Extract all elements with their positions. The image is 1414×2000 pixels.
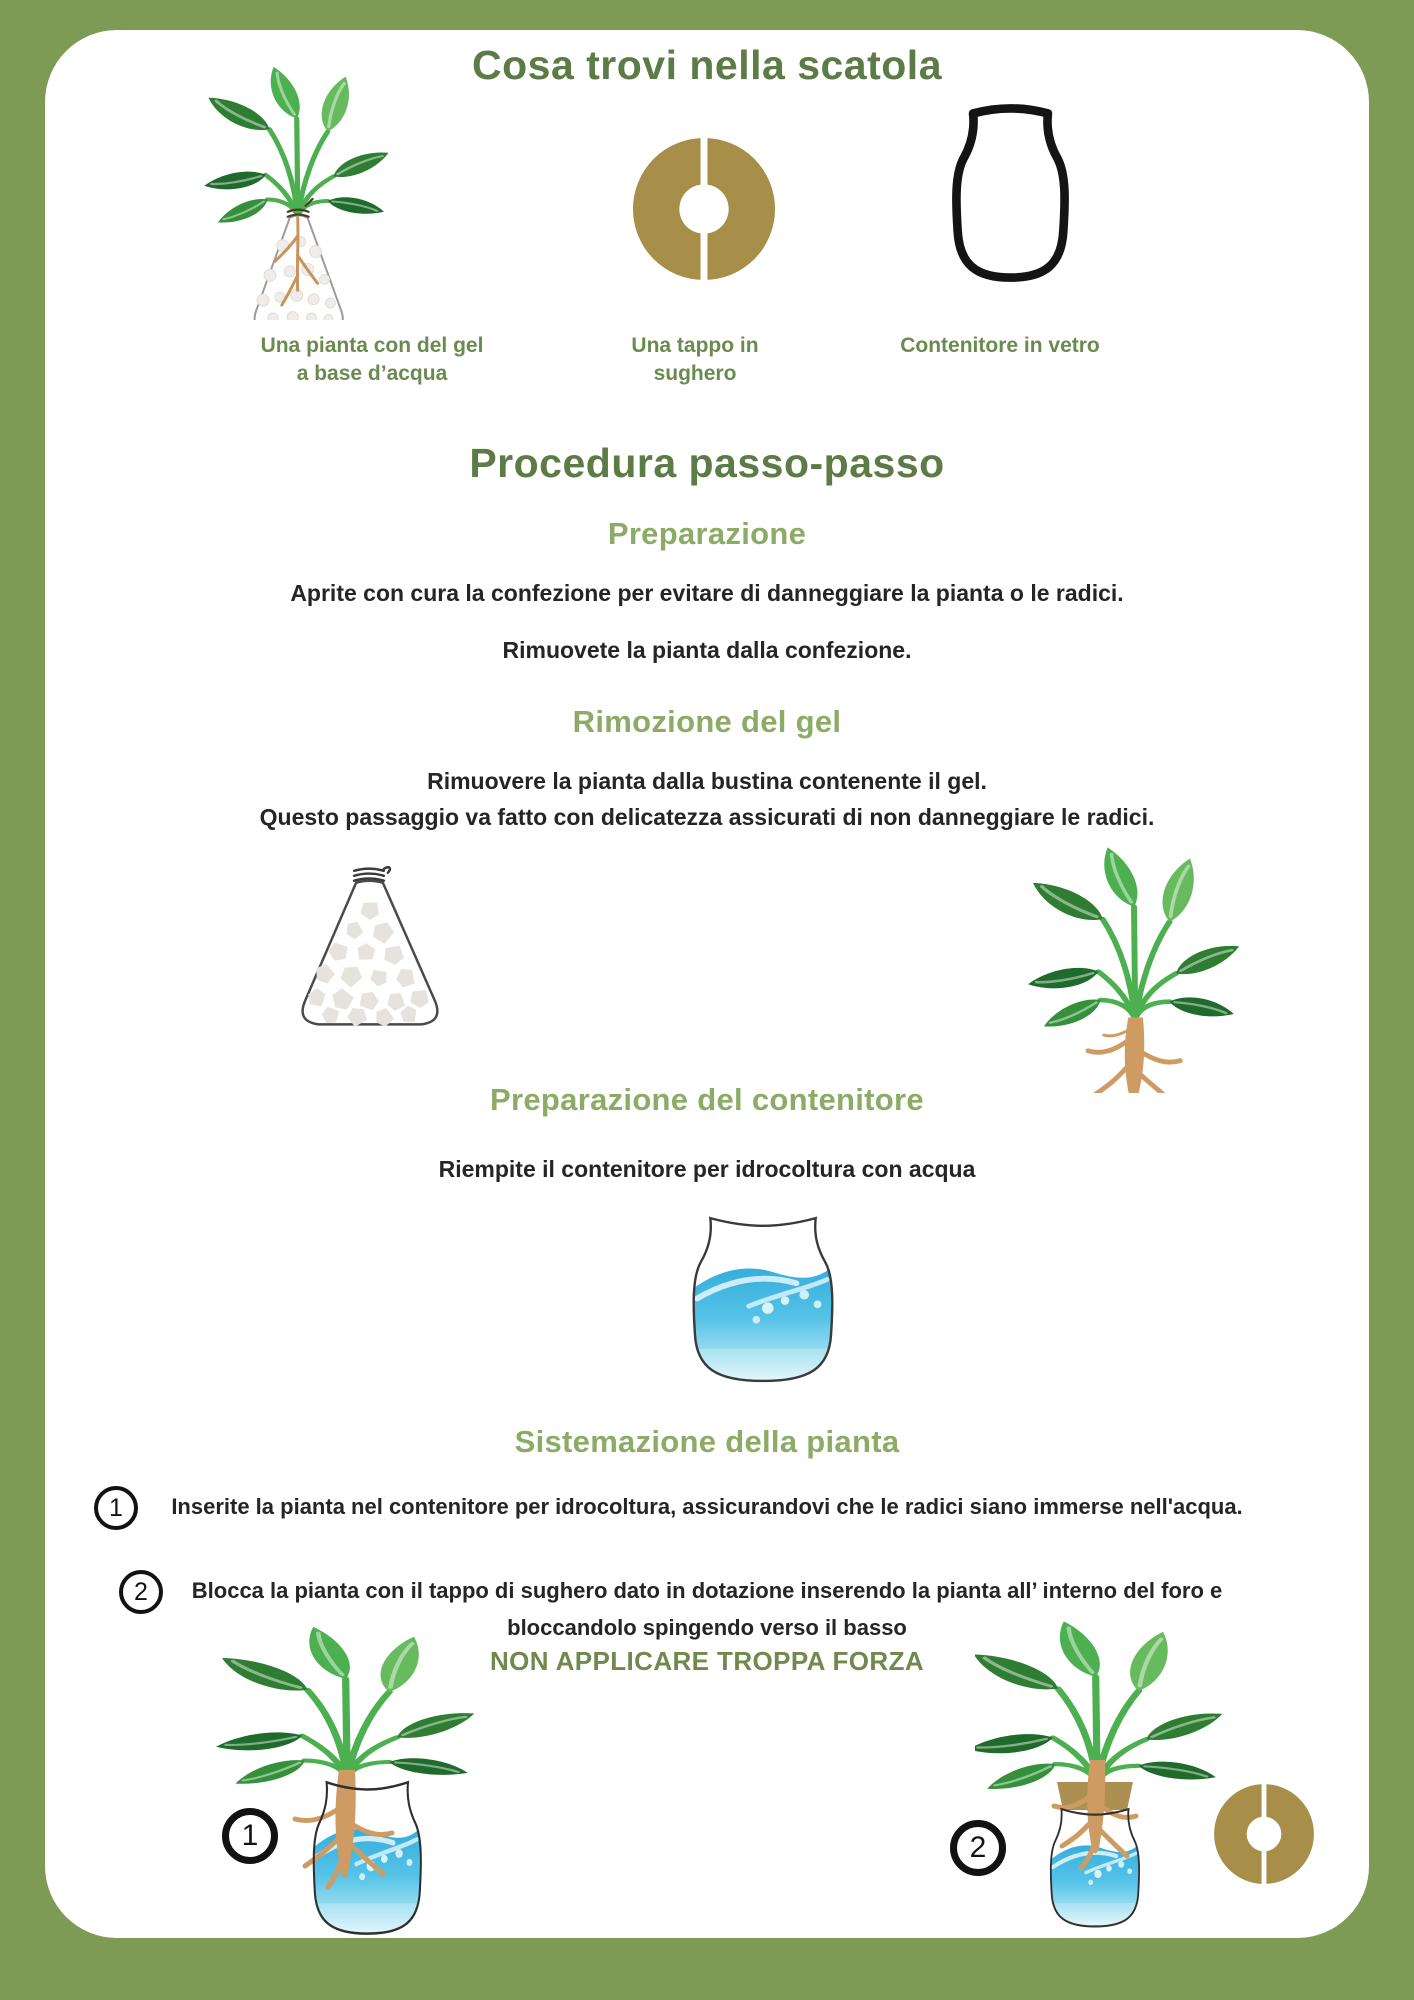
gel-bag-icon [262,853,477,1061]
gel-removal-paragraph-2: Questo passaggio va fatto con delicatezza assicurati di non danneggiare le radici. [259,804,1155,830]
cork-disc-icon [1212,1782,1316,1886]
plant-in-container-with-cork-icon [975,1610,1275,1940]
plant-placement-heading: Sistemazione della pianta [514,1424,900,1459]
preparation-paragraph-2: Rimuovete la pianta dalla confezione. [502,637,912,663]
step-1 [0,1488,1414,1525]
step-1-number-label: 1 [109,1493,123,1522]
step-2-text: Blocca la pianta con il tappo di sughero dato in dotazione inserendo la pianta all’ interno del foro e bloccandolo spingendo verso il basso [191,1578,1223,1641]
gel-removal-heading: Rimozione del gel [572,704,842,739]
container-prep-paragraph: Riempite il contenitore per idrocoltura con acqua [438,1156,976,1182]
preparation-paragraph-1: Aprite con cura la confezione per evitare di danneggiare la pianta o le radici. [290,580,1124,606]
preparation-heading: Preparazione [607,516,807,551]
container-prep-heading: Preparazione del contenitore [490,1082,924,1117]
plant-with-gel-bag-icon [195,62,450,320]
box-item-label-plant: Una pianta con del gel a base d’acqua [260,334,484,385]
box-item-label-cork: Una tappo in sughero [631,334,759,385]
warning-text: NON APPLICARE TROPPA FORZA [489,1646,925,1676]
figure-2-number [950,1820,1006,1876]
procedure-title: Procedura passo-passo [469,440,945,486]
box-section-title: Cosa trovi nella scatola [471,42,942,88]
figure-1-number-label: 1 [241,1819,259,1852]
plant-in-container-icon [185,1612,510,1938]
glass-container-icon [938,100,1083,292]
box-item-label-container: Contenitore in vetro [900,334,1100,357]
step-2-number-label: 2 [134,1577,148,1606]
cork-stopper-icon [630,135,778,283]
figure-1-number [222,1808,278,1864]
gel-removal-paragraph-1: Rimuovere la pianta dalla bustina contenente il gel. [427,768,987,794]
step-1-text: Inserite la pianta nel contenitore per idrocoltura, assicurandovi che le radici siano immerse nell'acqua. [171,1494,1243,1519]
bare-root-plant-icon [1015,838,1265,1093]
water-filled-container-icon [672,1212,854,1390]
figure-2-number-label: 2 [969,1831,987,1864]
